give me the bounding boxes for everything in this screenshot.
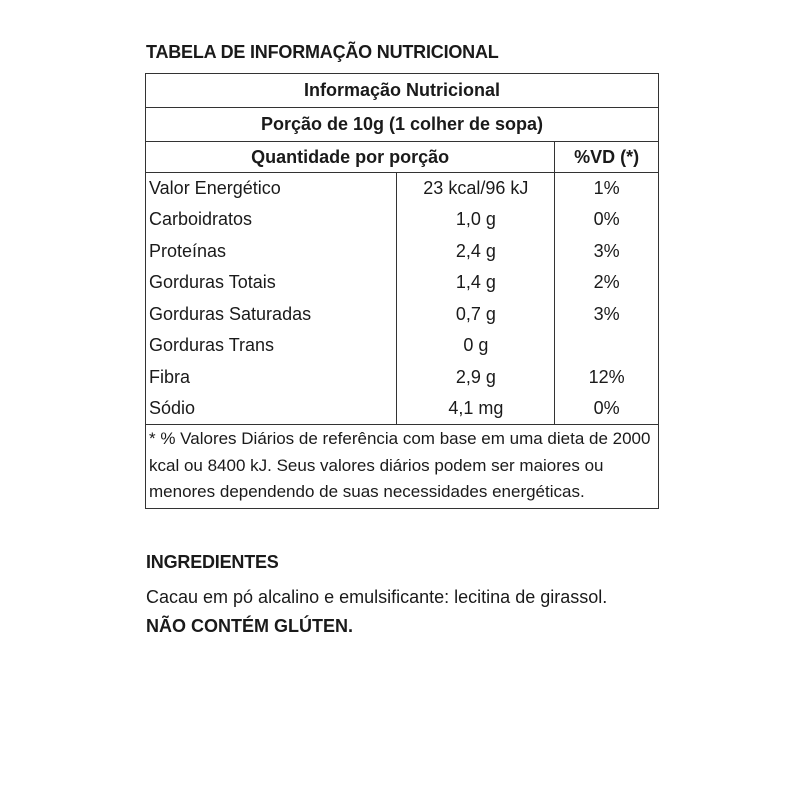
gluten-warning: NÃO CONTÉM GLÚTEN.: [146, 616, 353, 636]
nutrient-quantity: 0,7 g: [397, 299, 555, 331]
nutrient-name: Proteínas: [146, 236, 397, 268]
ingredients-list: Cacau em pó alcalino e emulsificante: lecitina de girassol.: [146, 587, 608, 607]
table-row: [146, 204, 659, 236]
portion-size: Porção de 10g (1 colher de sopa): [146, 108, 659, 142]
nutrient-quantity: 0 g: [397, 330, 555, 362]
table-row: [146, 362, 659, 394]
table-row: [146, 267, 659, 299]
footnote: * % Valores Diários de referência com base em uma dieta de 2000 kcal ou 8400 kJ. Seus valores diários podem ser maiores ou menores dependendo de suas necessidades energéticas.: [146, 425, 659, 509]
nutrient-quantity: 2,4 g: [397, 236, 555, 268]
nutrient-name: Gorduras Totais: [146, 267, 397, 299]
table-row: [146, 299, 659, 331]
nutrient-vd: 2%: [555, 267, 659, 299]
nutrient-vd: 3%: [555, 299, 659, 331]
column-header-vd: %VD (*): [555, 142, 659, 173]
nutrient-vd: 3%: [555, 236, 659, 268]
table-row: [146, 236, 659, 268]
nutrient-quantity: 4,1 mg: [397, 393, 555, 425]
nutrient-vd: 0%: [555, 393, 659, 425]
nutrient-quantity: 1,4 g: [397, 267, 555, 299]
nutrient-quantity: 23 kcal/96 kJ: [397, 173, 555, 205]
nutrient-vd: [555, 330, 659, 362]
ingredients-text: [146, 583, 616, 641]
table-row: [146, 393, 659, 425]
table-row: [146, 330, 659, 362]
nutrient-name: Carboidratos: [146, 204, 397, 236]
nutrient-quantity: 2,9 g: [397, 362, 555, 394]
nutrient-vd: 1%: [555, 173, 659, 205]
table-header: Informação Nutricional: [146, 74, 659, 108]
nutrient-vd: 0%: [555, 204, 659, 236]
nutrition-table: [145, 73, 659, 509]
nutrient-name: Fibra: [146, 362, 397, 394]
nutrient-quantity: 1,0 g: [397, 204, 555, 236]
column-header-quantity: Quantidade por porção: [146, 142, 555, 173]
nutrient-name: Gorduras Trans: [146, 330, 397, 362]
nutrient-name: Sódio: [146, 393, 397, 425]
nutrient-name: Gorduras Saturadas: [146, 299, 397, 331]
page-title: TABELA DE INFORMAÇÃO NUTRICIONAL: [146, 42, 499, 62]
nutrient-vd: 12%: [555, 362, 659, 394]
ingredients-title: INGREDIENTES: [146, 552, 279, 572]
table-row: [146, 173, 659, 205]
nutrient-name: Valor Energético: [146, 173, 397, 205]
